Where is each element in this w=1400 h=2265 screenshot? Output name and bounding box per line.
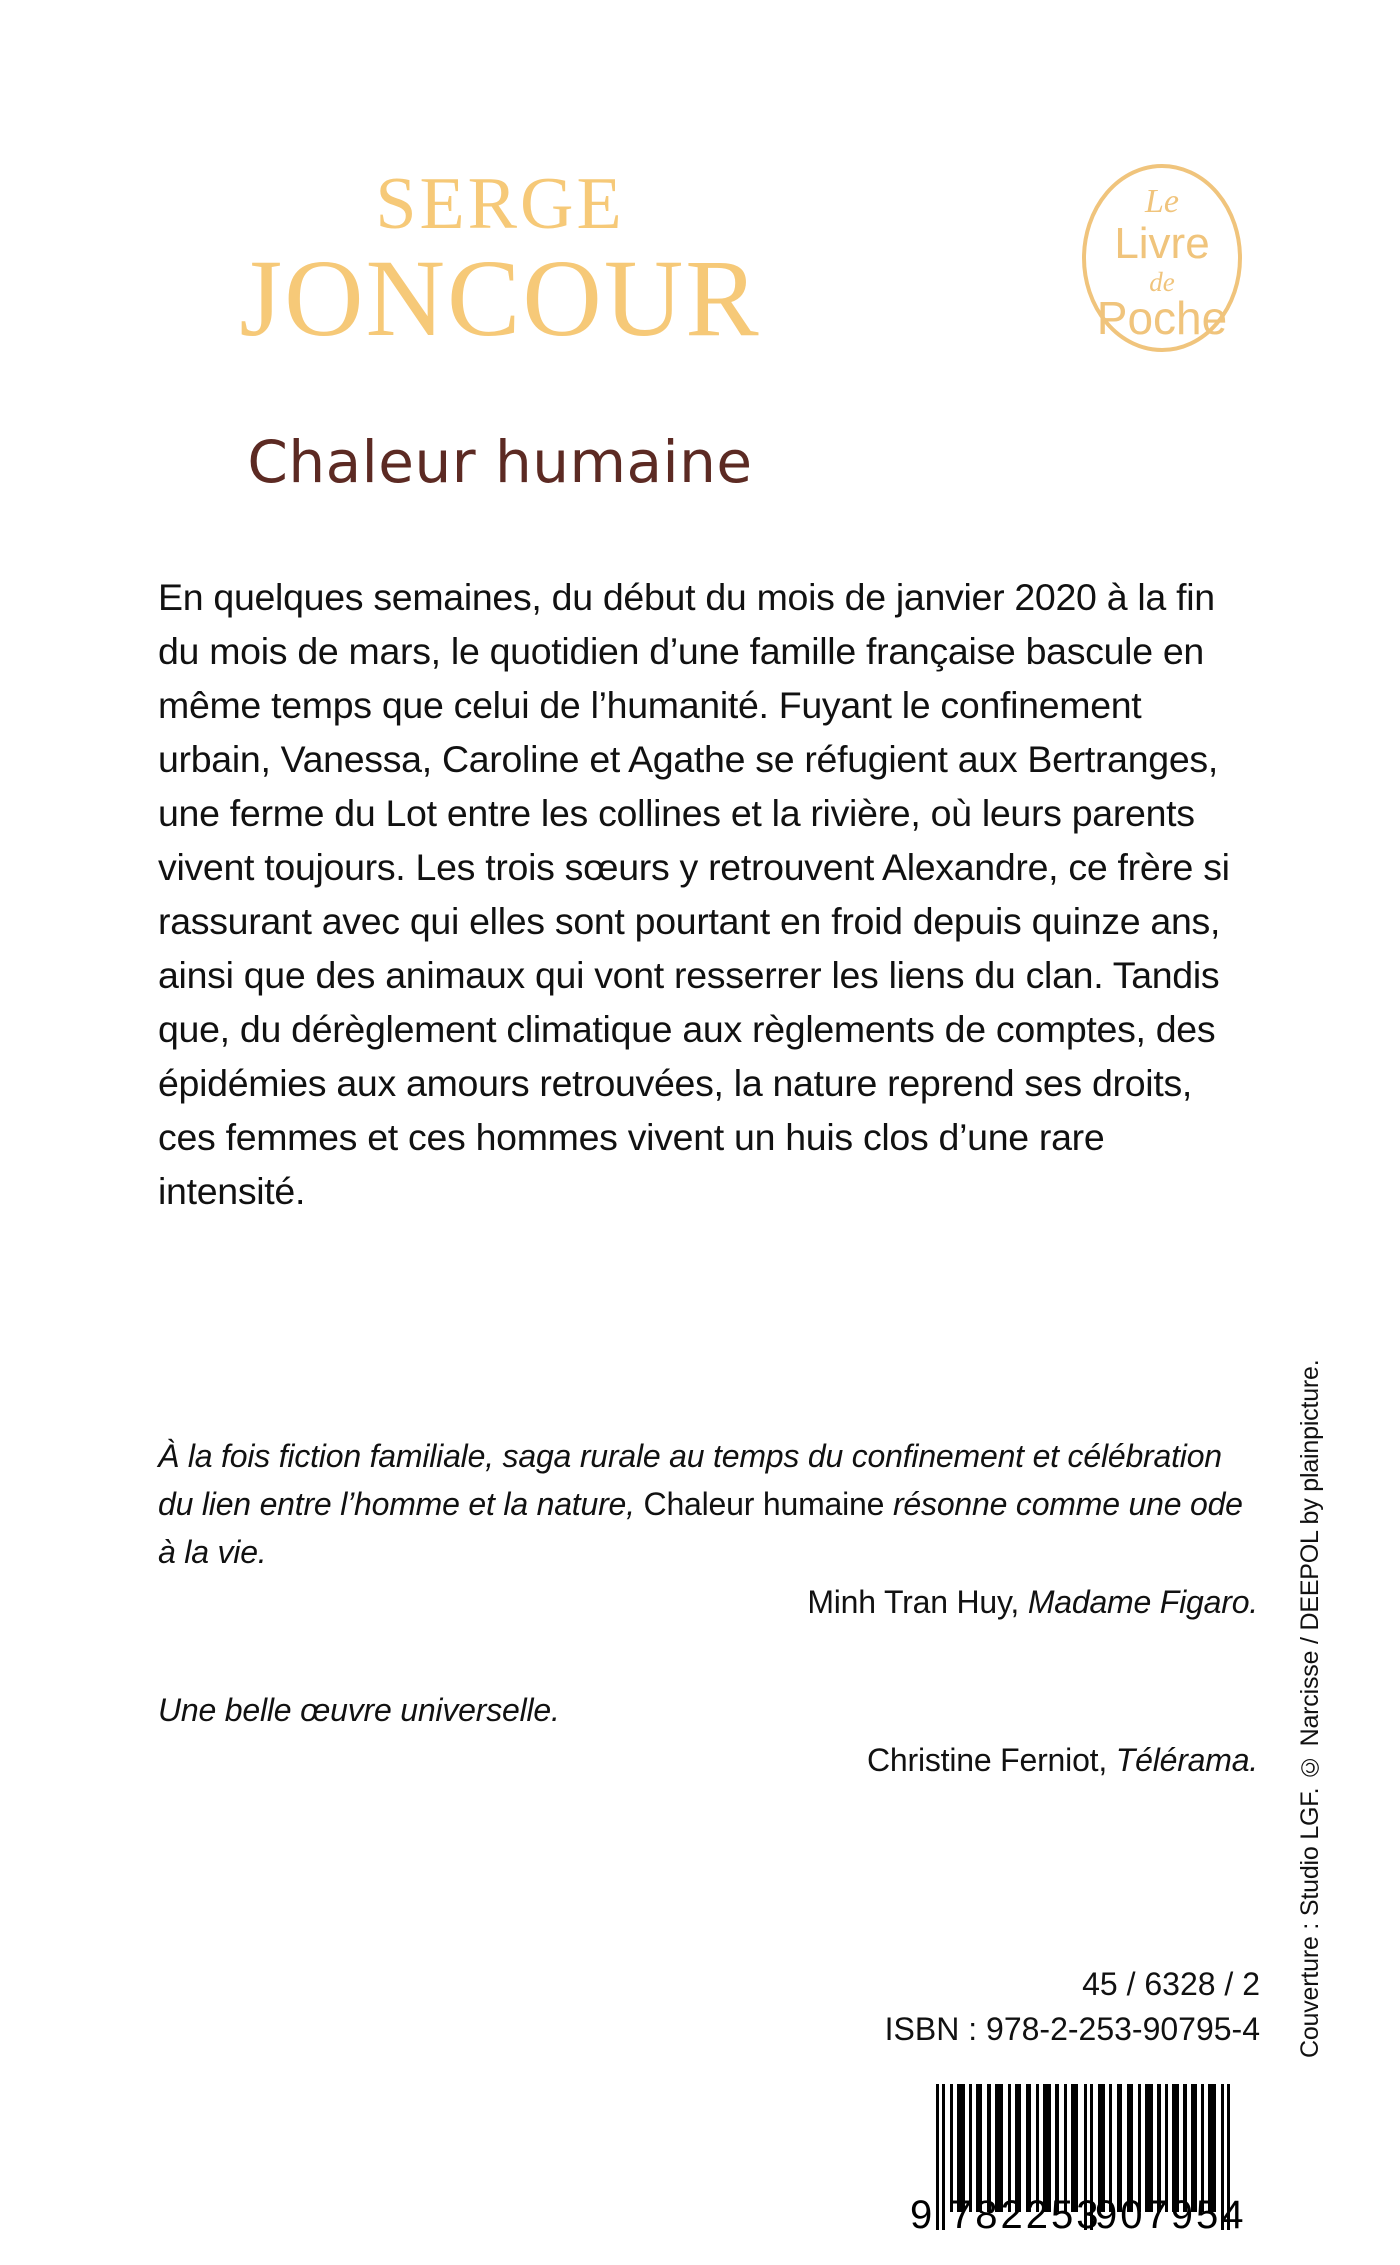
author-last-name: JONCOUR [239, 236, 761, 359]
svg-text:de: de [1149, 267, 1175, 297]
svg-text:Livre: Livre [1114, 219, 1210, 268]
book-title: Chaleur humaine [247, 428, 753, 496]
press-quote-1 [158, 1432, 1258, 1626]
press-source-1-author: Minh Tran Huy, [807, 1584, 1020, 1620]
press-quotes [158, 1432, 1258, 1784]
barcode-digits-group1: 782253 [950, 2193, 1102, 2237]
press-source-2 [158, 1736, 1258, 1784]
press-quote-1-part1: À la fois fiction familiale, saga rurale au temps du confinement et célébration du lien entre l’homme et la nature, [158, 1438, 1222, 1522]
author-name [0, 163, 1000, 359]
catalog-reference: 45 / 6328 / 2 [1082, 1966, 1260, 2002]
press-quote-2 [158, 1686, 1258, 1784]
press-quote-1-book-title: Chaleur humaine [643, 1486, 885, 1522]
isbn-block [680, 1962, 1260, 2052]
isbn-number: ISBN : 978-2-253-90795-4 [884, 2011, 1260, 2047]
barcode-digits-group2: 907954 [1095, 2193, 1247, 2237]
blurb-text [158, 570, 1258, 1218]
press-quote-2-text [158, 1686, 1258, 1734]
press-source-1 [158, 1578, 1258, 1626]
barcode-digit-left: 9 [910, 2193, 933, 2237]
cover-credit: Couverture : Studio LGF. © Narcisse / DEEPOL by plainpicture. [1296, 1359, 1324, 2058]
ean13-barcode [890, 2078, 1270, 2258]
press-source-2-author: Christine Ferniot, [867, 1742, 1108, 1778]
le-livre-de-poche-logo [1078, 160, 1246, 356]
svg-text:Le: Le [1145, 183, 1179, 220]
blurb-paragraph: En quelques semaines, du début du mois de janvier 2020 à la fin du mois de mars, le quotidien d’une famille française bascule en même temps que celui de l’humanité. Fuyant le confinement urbain, Vanessa, Caroline et Agathe se réfugient aux Bertranges, une ferme du Lot entre les collines et la rivière, où leurs parents vivent toujours. Les trois sœurs y retrouvent Alexandre, ce frère si rassurant avec qui elles sont pourtant en froid depuis quinze ans, ainsi que des animaux qui vont resserrer les liens du clan. Tandis que, du dérèglement climatique aux règlements de comptes, des épidémies aux amours retrouvées, la nature reprend ses droits, ces femmes et ces hommes vivent un huis clos d’une rare intensité. [158, 576, 1230, 1212]
press-source-1-outlet: Madame Figaro. [1027, 1584, 1258, 1620]
svg-text:Poche: Poche [1096, 292, 1228, 344]
press-quote-1-text [158, 1432, 1258, 1576]
press-quote-2-part1: Une belle œuvre universelle. [158, 1692, 560, 1728]
press-source-2-outlet: Télérama. [1115, 1742, 1258, 1778]
author-first-name: SERGE [375, 163, 625, 245]
press-quote-1-part2: résonne comme une ode à la vie. [158, 1486, 1243, 1570]
